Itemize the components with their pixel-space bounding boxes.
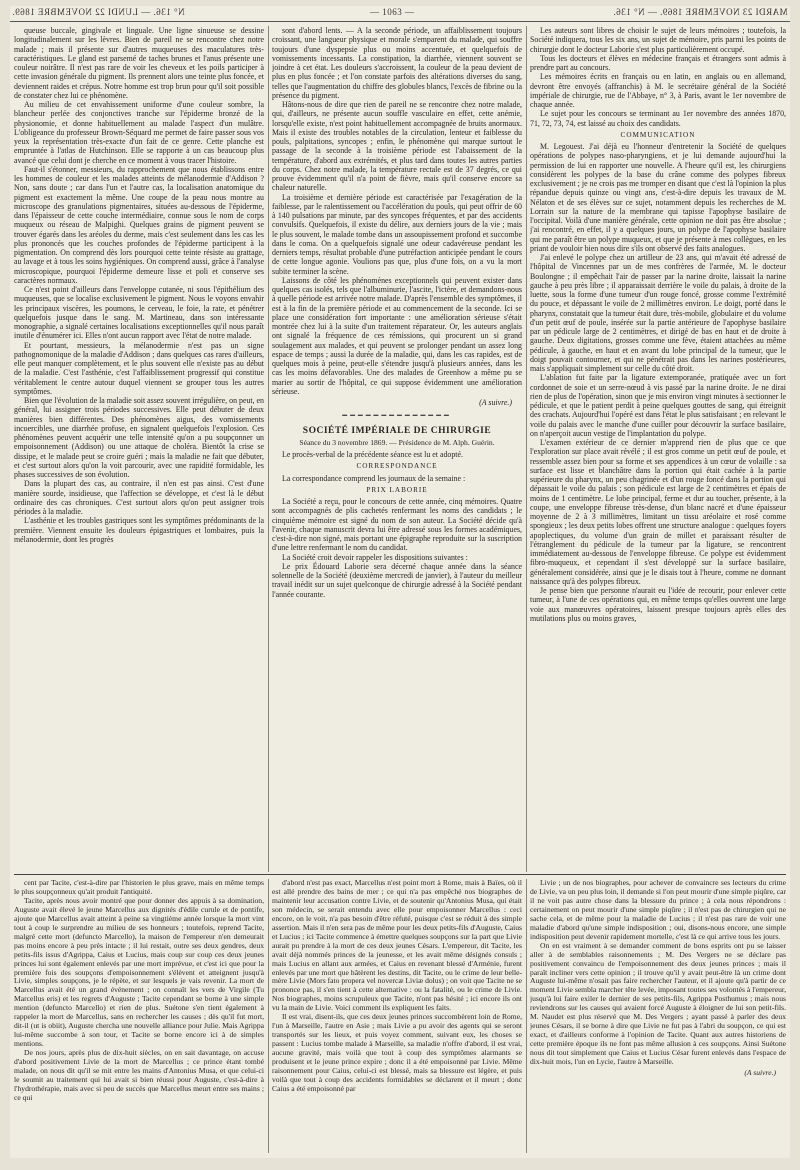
communication-text: [530, 142, 786, 623]
paragraph: Au milieu de cet envahissement uniforme d'une couleur sombre, la blancheur perlée des conjonctives tranche sur l'épiderme bronzé de la physionomie, et donne habituellement au malade l'aspect d'un mulâtre. L'obligeance du professeur Brown-Séquard me permet de faire passer sous vos yeux la représentation très-exacte d'un fait de ce genre. Cette planche est empruntée à l'atlas de Hutchinson. Elle se rapporte à un cas beaucoup plus avancé que celui dont je cherche en ce moment à vous tracer l'histoire.: [14, 100, 264, 165]
paragraph: d'abord n'est pas exact, Marcellus n'est point mort à Rome, mais à Baïes, où il est allé prendre des bains de mer ; ce qui n'a pas empêché nos biographes de maintenir leur accusation contre Livie, et de soutenir qu'Antonius Musa, qui était son médecin, se serait entendu avec elle pour empoisonner Marcellus : ceci encore, on le voit, n'a pas besoin d'être réfuté, puisque c'est se réduit à des simple assertion. Mais il n'en sera pas de même pour les deux petits-fils d'Auguste, Caius et Lucius ; ici Tacite commence à émettre quelques soupçons sur la part que Livie aurait pu prendre à la mort de ces deux jeunes Césars. L'empereur, dit Tacite, les avait déjà nommés princes de la jeunesse, et les avait même désignés consuls ; mais Lucius en allant aux armées, et Caius en revenant blessé d'Arménie, furent enlevés par une mort que hâtèrent les destins, dit Tacite, ou le crime de leur belle-mère Livie (Mors fato propera vel novercæ Liviæ dolus) ; on voit que Tacite ne se prononce pas, il s'en tient à cette alternative : ou la fatalité, ou le crime de Livie. Nos biographes, moins scrupuleux que Tacite, n'ont pas hésité ; ici encore ils ont vu la main de Livie. Voici comment ils expliquent les faits.: [272, 879, 522, 1013]
paragraph: Bien que l'évolution de la maladie soit assez souvent irrégulière, on peut, en général, lui assigner trois périodes successives. Elle peut débuter de deux manières bien différentes. Des phénomènes aigus, des vomissements incoercibles, une diarrhée profuse, en signalent quelquefois l'explosion. Ces phénomènes peuvent acquérir une telle intensité qu'on a pu soupçonner un empoisonnement (Addison) ou une attaque de choléra. Bientôt la crise se dissipe, et le malade peut se croire guéri ; mais la maladie ne fait que débuter, et c'est surtout alors qu'on la voit parcourir, avec une rapidité formidable, les phases successives de son évolution.: [14, 396, 264, 479]
page-number: — 1063 —: [370, 7, 415, 17]
column-2-text: [272, 26, 522, 396]
paragraph: queuse buccale, gingivale et linguale. Une ligne sinueuse se dessine longitudinalement sur les lèvres. Bien de pareil ne se rencontre chez notre malade ; mais il présente sur d'autres muqueuses des maculatures très-caractéristiques. Le gland est parsemé de taches brunes et l'anus présente une couleur noirâtre. Il n'est pas rare de voir les cheveux et les poils participer à cette invasion générale du pigment. Ils prennent alors une teinte plus foncée, et deviennent raides et crépus. Notre homme est trop brun pour qu'il soit possible de constater chez lui ce phénomène.: [14, 26, 264, 100]
paragraph: Le sujet pour les concours se terminant au 1er novembre des années 1870, 71, 72, 73, 74, est laissé au choix des candidats.: [530, 109, 786, 128]
paragraph: L'asthénie et les troubles gastriques sont les symptômes prédominants de la première. Viennent ensuite les douleurs épigastriques et lombaires, puis la mélanodermie, dont les progrès: [14, 516, 264, 544]
paragraph: L'ablation fut faite par la ligature extemporanée, pratiquée avec un fort cordonnet de soie et un serre-nœud à vis passé par la narine droite. Je ne dirai rien de plus de l'opération, sinon que je mis environ vingt minutes à sectionner le pédicule, et que le patient perdit à peine quelques gouttes de sang, qui étreignit des crachats. Aujourd'hui l'opéré est dans l'état le plus satisfaisant ; en relevant le voile du palais avec le manche d'une cuiller pour découvrir la surface basilaire, on n'aperçoit aucun vestige de l'implantation du polype.: [530, 373, 786, 438]
paragraph: Le prix Édouard Laborie sera décerné chaque année dans la séance solennelle de la Société (deuxième mercredi de janvier), à l'auteur du meilleur travail inédit sur un sujet quelconque de chirurgie adressé à la Société pendant l'année courante.: [272, 561, 522, 599]
column-3-text: [530, 26, 786, 128]
column-2: [272, 26, 522, 876]
paragraph: Tous les docteurs et élèves en médecine français et étrangers sont admis à prendre part au concours.: [530, 53, 786, 72]
feuilleton-column-1: [14, 879, 264, 1153]
paragraph: sont d'abord lents. — A la seconde période, un affaiblissement toujours croissant, une langueur physique et morale s'emparent du malade, qui souffre toujours d'une dyspepsie plus ou moins accentuée, et quelquefois de vomissements incessants. La constipation, la diarrhée, viennent souvent se joindre à cet état. Les douleurs s'accroissent, la couleur de la peau devient de plus en plus foncée ; et l'on constate parfois des altérations diverses du sang, telles que l'augmentation du chiffre des globules blancs, l'excès de fibrine ou la présence du pigment.: [272, 26, 522, 100]
page-header: [10, 6, 790, 20]
feuilleton-column-2: [272, 879, 522, 1153]
paragraph: cent par Tacite, c'est-à-dire par l'historien le plus grave, mais en même temps le plus soupçonneux qu'ait produit l'antiquité.: [14, 879, 264, 896]
session-line: Séance du 3 novembre 1869. — Présidence de M. Alph. Guérin.: [299, 437, 495, 447]
minutes-line: Le procès-verbal de la précédente séance est lu et adopté.: [282, 450, 463, 459]
paragraph: Faut-il s'étonner, messieurs, du rapprochement que nous établissons entre les hommes de couleur et les malades atteints de mélanodermie d'Addison ? Non, sans doute ; car dans l'un et l'autre cas, la localisation anatomique du pigment est exactement la même. Une coupe de la peau nous montre au microscope des granulations pigmentaires, situées au-dessous de l'épiderme, dans l'épaisseur de cette couche intermédiaire, connue sous le nom de corps muqueux ou réseau de Malpighi. Quelques grains de pigment peuvent se trouver égarés dans les aréoles du derme, mais c'est seulement dans les cas les plus prononcés que les couches profondes de l'épiderme participent à la pigmentation. On comprend dès lors pourquoi cette teinte résiste au grattage, au lavage et à tous les soins hygiéniques. On comprend aussi, grâce à l'analyse microscopique, pourquoi l'épiderme demeure lisse et poli et conserve ses caractères normaux.: [14, 164, 264, 285]
society-title: SOCIÉTÉ IMPÉRIALE DE CHIRURGIE: [302, 425, 492, 436]
paragraph: La Société a reçu, pour le concours de cette année, cinq mémoires. Quatre sont accompagnés de plis cachetés renfermant les noms des candidats ; le cinquième mémoire est signé du nom de son auteur. La Société décide qu'à l'avenir, chaque manuscrit devra lui être adressé sous les formes académiques, c'est-à-dire non signé, mais portant une épigraphe reproduite sur la suscription d'une lettre renfermant le nom du candidat.: [272, 497, 522, 553]
column-3: [530, 26, 786, 876]
paragraph: J'ai enlevé le polype chez un artilleur de 23 ans, qui m'avait été adressé de l'hôpital de Vincennes par un de mes confrères de l'armée, M. le docteur Boulongne ; il empêchait l'air de passer par la narine droite, laissait la narine gauche à peu près libre ; il apparaissait derrière le voile du palais, à droite de la luette, sous la forme d'une tumeur d'un rouge foncé, grosse comme l'extrémité du pouce, et dépassant le voile de 2 millimètres environ. Le doigt, porté dans le pharynx, constatait que la tumeur était dure, très-mobile, globulaire et du volume d'un petit œuf de poule, insérée sur la partie antérieure de l'apophyse basilaire par un pédicule large de 2 centimètres, et dirigé de bas en haut et de droite à gauche. Deux digitations, grosses comme une fève, étaient attachées au même pédicule, à gauche, en haut et en avant du lobe principal de la tumeur, que le doigt pouvait contourner, et qui ne pénétrait pas dans les narines postérieures, mais s'appliquait simplement sur celle du côté droit.: [530, 253, 786, 373]
paragraph: Ce n'est point d'ailleurs dans l'enveloppe cutanée, ni sous l'épithélium des muqueuses, que se localise exclusivement le pigment. Nous le voyons envahir les principaux viscères, les poumons, le cerveau, le foie, la rate, et pénétrer quelquefois jusque dans le sang. M. Martineau, dans son intéressante monographie, a signalé certaines localisations exceptionnelles qu'il nous paraît inutile d'énumérer ici. Elles n'ont aucun rapport avec l'état de notre malade.: [14, 285, 264, 341]
feuilleton-column-3-text: [530, 879, 786, 1067]
paragraph: Hâtons-nous de dire que rien de pareil ne se rencontre chez notre malade, qui, d'ailleurs, ne présente aucun souffle vasculaire en effet, cette anémie, lorsqu'elle existe, n'est point habituellement accompagnée de bruits anormaux. Mais il existe des troubles notables de la circulation, lenteur et faiblesse du pouls, palpitations, syncopes ; enfin, le phénomène qui marque surtout le passage de la seconde à la troisième période est l'abaissement de la température, d'abord aux extrémités, et plus tard dans toutes les autres parties du corps. Chez notre malade, la température rectale est de 37 degrés, ce qui prouve évidemment qu'il n'a point de fièvre, mais qu'il conserve encore sa chaleur naturelle.: [272, 100, 522, 193]
column-divider: [526, 879, 527, 1153]
paragraph: Et pourtant, messieurs, la mélanodermie n'est pas un signe pathognomonique de la maladie d'Addison ; dans quelques cas rares d'ailleurs, elle peut manquer complètement, et le plus souvent elle n'existe pas au début de la maladie. C'est l'asthénie, c'est l'affaiblissement progressif qui constitue véritablement le centre autour duquel viennent se grouper tous les autres symptômes.: [14, 340, 264, 396]
paragraph: Dans la plupart des cas, au contraire, il n'en est pas ainsi. C'est d'une manière sourde, insidieuse, que l'affection se développe, et c'est là le début ordinaire des cas chroniques. C'est surtout alors qu'on peut assigner trois périodes à la maladie.: [14, 479, 264, 516]
paragraph: La Société croit devoir rappeler les dispositions suivantes :: [282, 552, 468, 562]
paragraph: M. Legouest. J'ai déjà eu l'honneur d'entretenir la Société de quelques opérations de polypes naso-pharyngiens, et je lui demande aujourd'hui la permission de lui en rapporter une nouvelle. A l'heure qu'il est, les chirurgiens considèrent les polypes de la base du crâne comme des polypes fibreux exclusivement ; je ne crois pas me tromper en disant que c'est là l'opinion la plus répandue depuis quinze ou vingt ans, c'est-à-dire depuis les travaux de M. Nélaton et de ses élèves sur ce sujet, notamment depuis les recherches de M. Lorrain sur la nature de la membrane qui tapisse l'apophyse basilaire de l'occipital. Voilà d'une manière générale, cette opinion ne doit pas être absolue ; j'ai rencontré, en effet, il y a quelques jours, un polype de l'apophyse basilaire qui me paraît être un polype muqueux, et que je présente à mes collègues, en les priant de vouloir bien nous dire s'ils ont observé des faits analogues.: [530, 142, 786, 253]
column-divider: [268, 879, 269, 1153]
feuilleton-to-be-continued: (A suivre.): [744, 1068, 776, 1078]
paragraph: On en est vraiment à se demander comment de bons esprits ont pu se laisser aller à de semblables raisonnements ; M. Des Vergers ne se déclare pas positivement convaincu de l'empoisonnement des deux jeunes princes ; mais il paraît incliner vers cette opinion ; il trouve qu'il y avait peut-être là un crime dont Auguste lui-même n'osait pas faire rechercher l'auteur, et il ajoute qu'à partir de ce moment Livie sembla marcher tête levée, imposant toutes ses volontés à l'empereur, jusqu'à lui faire exiler le dernier de ses petits-fils, Agrippa Posthumus ; mais nous reviendrons sur les causes qui avaient forcé Auguste à éloigner de lui son petit-fils. M. Naudet est plus réservé que M. Des Vergers ; ayant passé à parler des deux jeunes Césars, il se borne à dire que Livie ne fut pas à l'abri du soupçon, ce qui est exact, et d'ailleurs conforme à l'opinion de Tacite. Quant aux autres historiens de cette première époque ils ne font pas même allusion à ces soupçons. Ainsi Suétone nous dit tout simplement que Caius et Lucius César furent enlevés dans l'espace de dix-huit mois, l'un en Lycie, l'autre à Marseille.: [530, 940, 786, 1067]
paragraph: De nos jours, après plus de dix-huit siècles, on en sait davantage, on accuse d'abord positivement Livie de la mort de Marcellus ; ce prince étant tombé malade, on nous dit qu'il se mit entre les mains d'Antonius Musa, et que celui-ci le soumit au traitement qui lui avait si bien réussi pour Auguste, c'est-à-dire à l'hydrothérapie, mais avec si peu de succès que Marcellus meurt entre ses mains ; ce qui: [14, 1048, 264, 1102]
paragraph: Livie ; un de nos biographes, pour achever de convaincre ses lecteurs du crime de Livie, va un peu plus loin, il demande si l'on peut mourir d'une simple piqûre, car il ne voit pas autre chose dans la blessure du prince ; à cela nous répondrons : certainement on peut mourir d'une simple piqûre ; il n'est pas de chirurgien qui ne sache cela, et de même pour la maladie de Lucius ; il n'est pas rare de voir une maladie d'abord qu'une simple indisposition ; oui, disons-nous encore, une simple indisposition peut devenir rapidement mortelle, c'est là ce qui arrive tous les jours.: [530, 879, 786, 941]
prize-text: [272, 497, 522, 599]
feuilleton-rule: [14, 874, 786, 875]
correspondance-text: La correspondance comprend les journaux de la semaine :: [282, 473, 466, 483]
paragraph: L'examen extérieur de ce dernier m'apprend rien de plus que ce que l'exploration sur place avait révélé ; il est gros comme un petit œuf de poule, et ressemble assez bien pour sa forme et ses appendices à un cœur de volaille : sa surface est lisse et blanchâtre dans la portion qui était cachée à la partie supérieure du pharynx, un peu chagrinée et d'un rouge foncé dans la portion qui dépassait le voile du palais ; son pédicule est large de 2 centimètres et épais de moins de 1 centimètre. Le lobe principal, ferme et dur au toucher, présente, à la coupe, une enveloppe fibreuse très-dense, d'un blanc nacré et d'une épaisseur moyenne de 2 à 3 millimètres, limitant un tissu aréolaire et rosé comme spongieux ; les deux petits lobes offrent une structure analogue : quelques foyers apoplectiques, du volume d'un grain de millet et paraissant résulter de l'étranglement du pédicule de la tumeur par la ligature, se rencontrent immédiatement au-dessous de l'enveloppe fibreuse. Ce polype est évidemment fibro-muqueux, et cependant il s'est développé sur la surface basilaire, généralement considérée, ainsi que je le disais tout à l'heure, comme ne donnant naissance qu'à des polypes fibreux.: [530, 438, 786, 586]
paragraph: Je pense bien que personne n'aurait eu l'idée de recourir, pour enlever cette tumeur, à l'une de ces opérations qui, en même temps qu'elles ouvrent une large voie aux manœuvres opératoires, laissent presque toujours après elles des mutilations plus ou moins graves,: [530, 586, 786, 623]
paragraph: Laissons de côté les phénomènes exceptionnels qui peuvent exister dans quelques cas isolés, tels que l'albuminurie, l'ascite, l'ictère, et demandons-nous à quelle période est arrivée notre malade. D'après l'ensemble des symptômes, il est à la fin de la première période et au commencement de la seconde. Ici se place une considération fort importante : une amélioration sérieuse s'était montrée chez lui à la suite d'un traitement réparateur. Or, les auteurs anglais ont signalé la fréquence de ces rémissions, qui procurent un si grand soulagement aux malades, et qui peuvent se prolonger pendant un assez long espace de temps ; aussi la durée de la maladie, qui, dans les cas rapides, est de quelques mois à peine, peut-elle s'étendre jusqu'à plusieurs années, dans les cas les moins défavorables. Une des malades de Greenhow a même pu se marier au sortir de l'hôpital, ce qui suppose évidemment une amélioration sérieuse.: [272, 275, 522, 396]
header-rule: [10, 21, 790, 22]
paragraph: Les mémoires écrits en français ou en latin, en anglais ou en allemand, devront être envoyés (affranchis) à M. le secrétaire général de la Société impériale de chirurgie, rue de l'Abbaye, n° 3, à Paris, avant le 1er novembre de chaque année.: [530, 72, 786, 109]
newspaper-page: [10, 6, 790, 1158]
column-1: [14, 26, 264, 876]
paragraph: Il est vrai, disent-ils, que ces deux jeunes princes succombèrent loin de Rome, l'un à Marseille, l'autre en Asie ; mais Livie a pu avoir des agents qui se seront transportés sur les lieux, et puis voyez comment, suivant eux, les choses se passent : Lucius tombe malade à Marseille, sa maladie n'offre d'abord, il est vrai, aucune gravité, mais voilà que tout à coup des symptômes alarmants se produisent et le jeune prince expire ; donc il a été empoisonné par Livie. Même raisonnement pour Caius, celui-ci est blessé, mais sa blessure est légère, et puis voilà que tout à coup des accidents formidables se déclarent et il meurt ; donc Caius a été empoisonné par: [272, 1012, 522, 1093]
paragraph: Les auteurs sont libres de choisir le sujet de leurs mémoires ; toutefois, la Société indiquera, tous les six ans, un sujet de mémoire, pris parmi les points de chirurgie dont le docteur Laborie s'est plus particulièrement occupé.: [530, 26, 786, 54]
feuilleton-column-3: [530, 879, 786, 1153]
prize-heading: PRIX LABORIE: [366, 485, 428, 494]
header-left-mirrored: N° 136. — LUNDI 22 NOVEMBRE 1869.: [12, 7, 185, 17]
header-right-mirrored: MARDI 23 NOVEMBRE 1869. — N° 136.: [613, 7, 788, 17]
communication-heading: COMMUNICATION: [620, 130, 696, 139]
correspondance-heading: CORRESPONDANCE: [356, 462, 438, 471]
to-be-continued: (A suivre.): [479, 398, 512, 407]
feuilleton: [10, 879, 790, 1155]
column-divider: [526, 26, 527, 872]
column-divider: [268, 26, 269, 872]
paragraph: La troisième et dernière période est caractérisée par l'exagération de la faiblesse, par le ralentissement ou l'accélération du pouls, qui peut offrir de 60 à 140 pulsations par minute, par des syncopes fréquentes, et par des accidents convulsifs. Quelquefois, il existe du délire, aux derniers jours de la vie ; mais le plus souvent, le malade tombe dans un assoupissement profond et succombe dans le coma. On a quelquefois signalé une odeur cadavéreuse pendant les derniers temps, résultat probable d'une putréfaction anticipée pendant le cours de cette longue agonie. Voulions pas que, plus d'une fois, on a vu la mort subite terminer la scène.: [272, 192, 522, 276]
ornament-divider: ━━━━━━━━━━━━━━: [342, 411, 452, 421]
paragraph: Tacite, après nous avoir montré que pour donner des appuis à sa domination, Auguste avait élevé le jeune Marcellus aux dignités d'édile curule et de pontife, ajoute que Marcellus avait atteint à peine sa vingtième année lorsque la mort vint tout à coup le surprendre au milieu de ses honneurs ; toutefois, reprend Tacite, malgré cette mort (defuncto Marcello), la maison de l'empereur n'en demeurait pas moins encore à peu près intacte ; il lui restait, outre ses deux gendres, deux petits-fils issus d'Agrippa, Caius et Lucius, mais coup sur coup ces deux jeunes princes lui sont également enlevés par une mort imprévue, et c'est ici que pour la première fois des soupçons d'empoisonnement s'élèvent et atteignent jusqu'à Livie, simples soupçons, je le répète, et sur lesquels je vais revenir. La mort de Marcellus avait été un grand événement ; on connaît les vers de Virgile (Tu Marcellus eris) et les regrets d'Auguste ; Tacite cependant se borne à une simple mention (defuncto Marcello) et rien de plus. Suétone s'en tient également à rappeler la mort de Marcellus, sans en rechercher les causes ; dès qu'il fut mort, dit-il (ut is obiit), Auguste chercha une nouvelle alliance pour Julie. Mais Agrippa lui-même succombe à son tour, et Tacite se borne encore ici à de simples mentions.: [14, 895, 264, 1049]
